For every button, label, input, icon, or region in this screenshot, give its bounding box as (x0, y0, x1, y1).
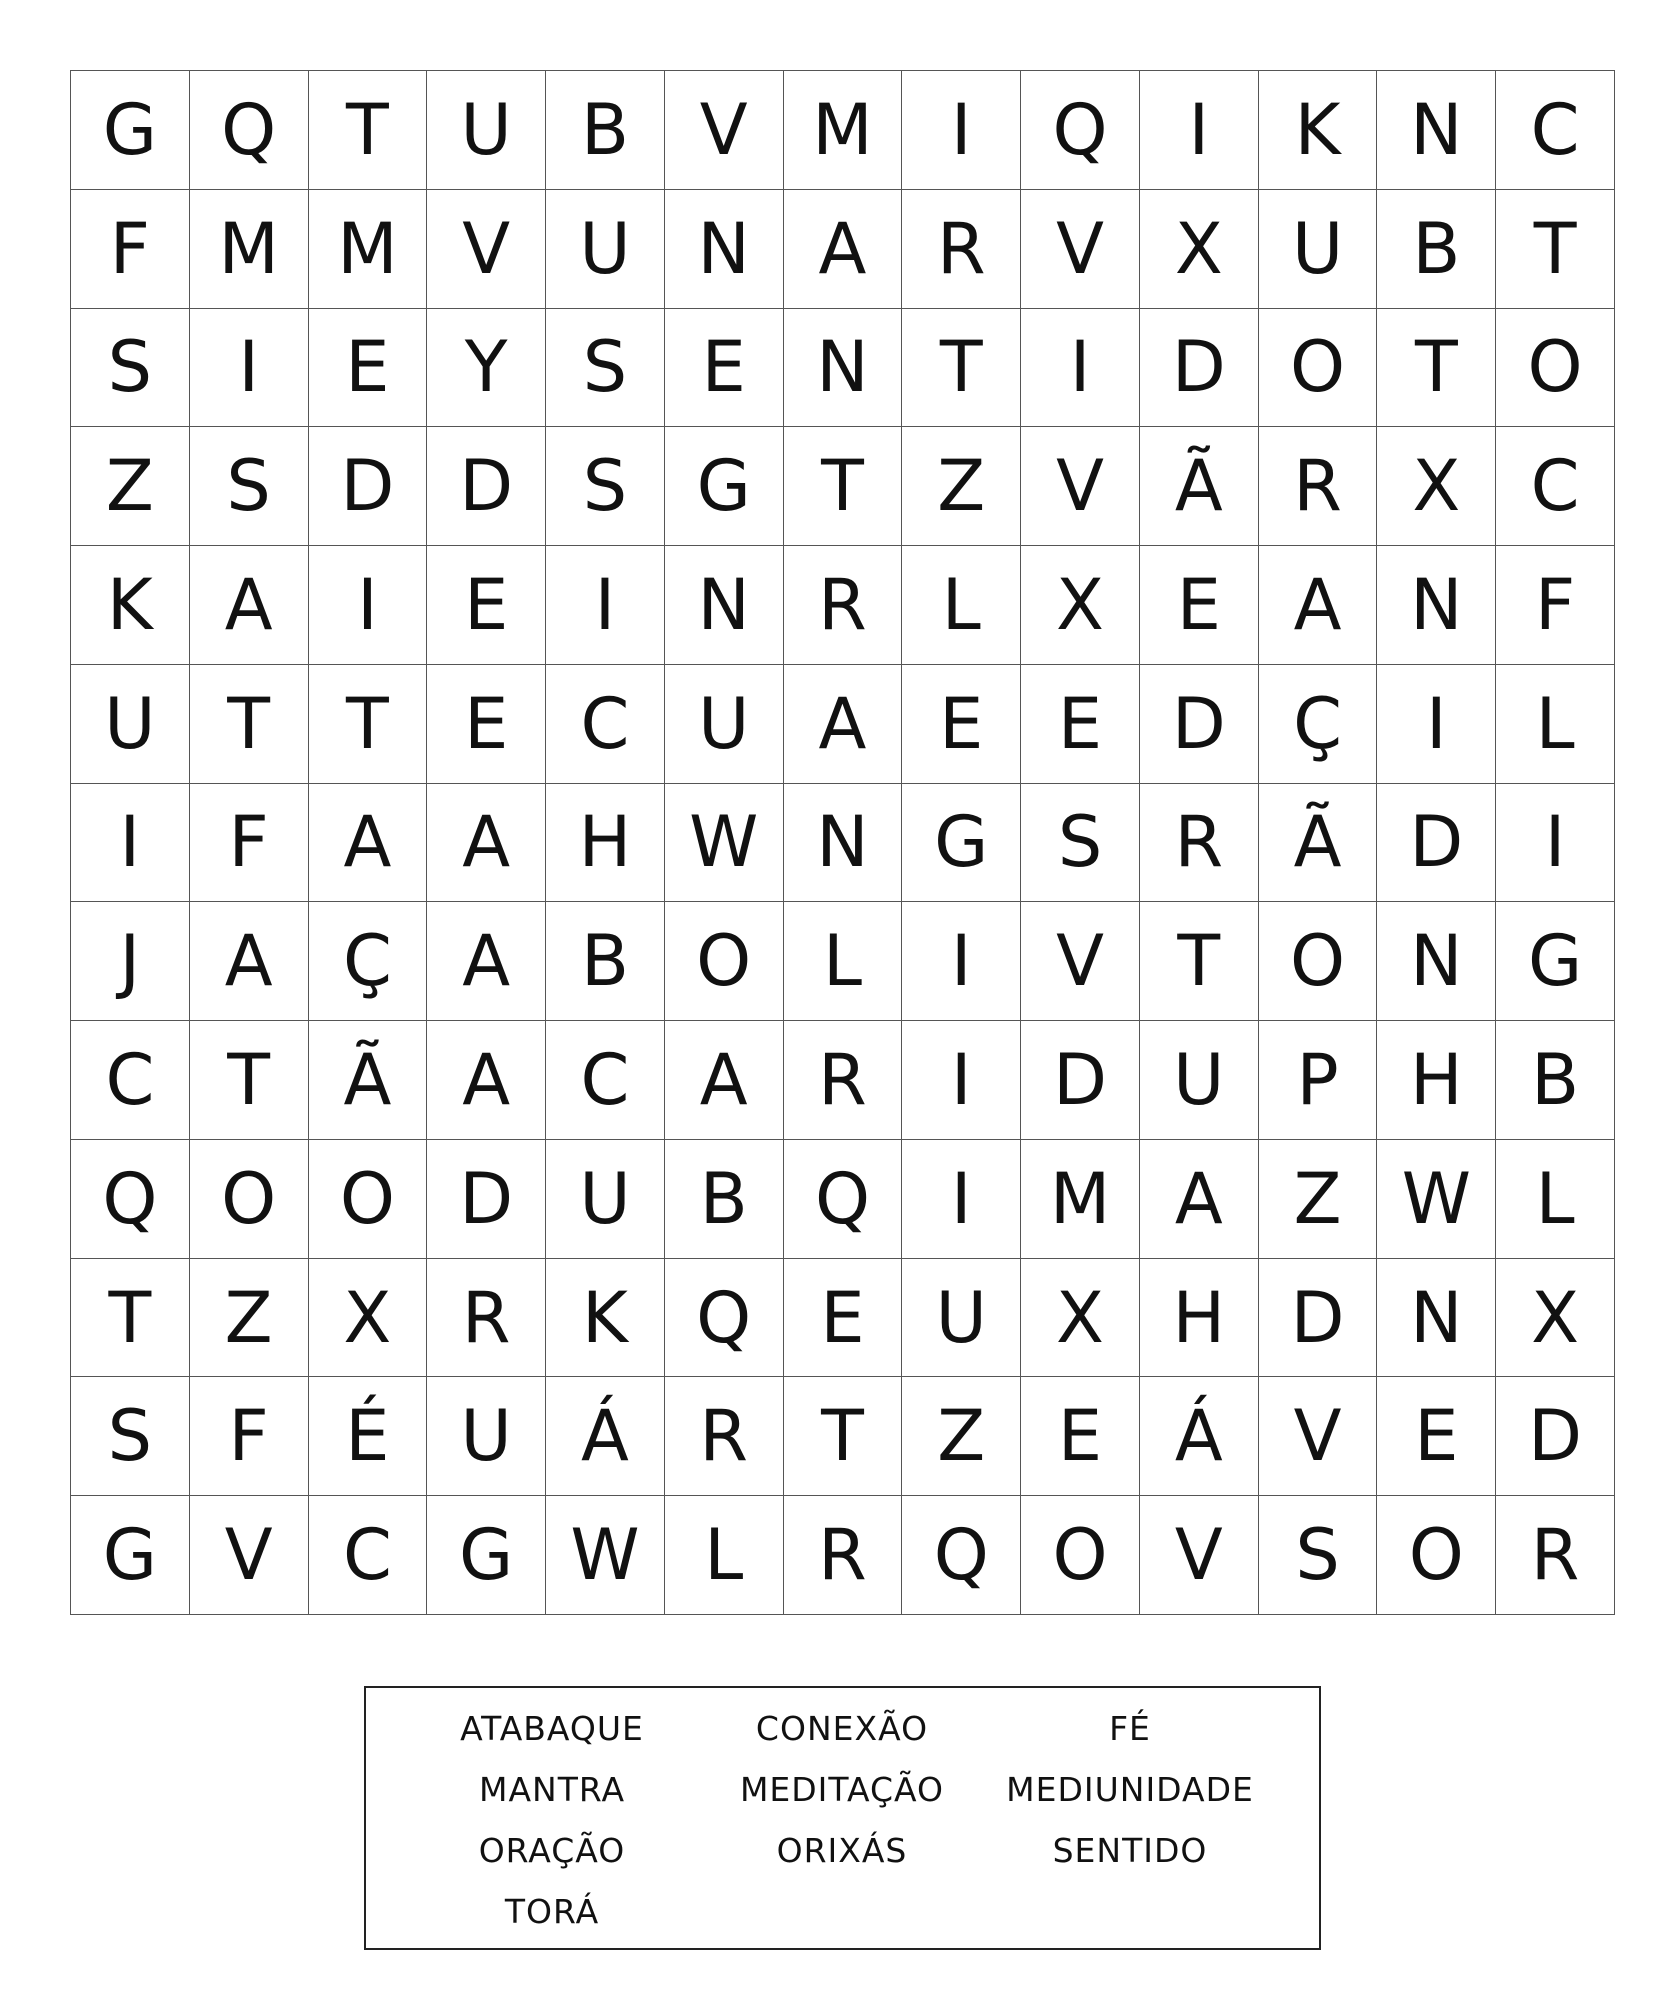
grid-cell[interactable]: D (309, 427, 428, 546)
grid-cell[interactable]: I (902, 1021, 1021, 1140)
grid-cell[interactable]: I (309, 546, 428, 665)
grid-cell[interactable]: Q (784, 1140, 903, 1259)
word-list-item: ORAÇÃO (478, 1831, 626, 1870)
grid-cell[interactable]: A (190, 902, 309, 1021)
grid-cell[interactable]: D (1021, 1021, 1140, 1140)
grid-cell[interactable]: N (1377, 1259, 1496, 1378)
grid-cell[interactable]: B (1496, 1021, 1615, 1140)
grid-cell[interactable]: H (1140, 1259, 1259, 1378)
grid-cell[interactable]: W (546, 1496, 665, 1615)
word-list-item: TORÁ (504, 1892, 600, 1931)
grid-cell[interactable]: V (1021, 902, 1140, 1021)
grid-cell[interactable]: T (190, 665, 309, 784)
grid-cell[interactable]: B (546, 902, 665, 1021)
grid-cell[interactable]: I (902, 71, 1021, 190)
grid-cell[interactable]: I (546, 546, 665, 665)
grid-cell[interactable]: M (190, 190, 309, 309)
grid-cell[interactable]: R (784, 546, 903, 665)
grid-cell[interactable]: F (1496, 546, 1615, 665)
grid-cell[interactable]: E (902, 665, 1021, 784)
grid-cell[interactable]: A (427, 784, 546, 903)
grid-cell[interactable]: B (1377, 190, 1496, 309)
grid-cell[interactable]: Q (902, 1496, 1021, 1615)
grid-cell[interactable]: Ç (1259, 665, 1378, 784)
grid-cell[interactable]: I (1496, 784, 1615, 903)
grid-cell[interactable]: E (1377, 1377, 1496, 1496)
grid-cell[interactable]: U (427, 1377, 546, 1496)
grid-cell[interactable]: D (1140, 309, 1259, 428)
grid-cell[interactable]: K (1259, 71, 1378, 190)
word-list-item: SENTIDO (1052, 1831, 1208, 1870)
grid-cell[interactable]: T (784, 427, 903, 546)
grid-cell[interactable]: C (1496, 427, 1615, 546)
grid-cell[interactable]: A (309, 784, 428, 903)
grid-cell[interactable]: K (546, 1259, 665, 1378)
grid-cell[interactable]: T (784, 1377, 903, 1496)
grid-cell[interactable]: Z (71, 427, 190, 546)
grid-cell[interactable]: G (665, 427, 784, 546)
grid-cell[interactable]: D (1259, 1259, 1378, 1378)
word-column-2 (692, 1698, 992, 1881)
grid-cell[interactable]: D (427, 427, 546, 546)
grid-cell[interactable]: X (309, 1259, 428, 1378)
grid-cell[interactable]: E (665, 309, 784, 428)
grid-cell[interactable]: G (902, 784, 1021, 903)
grid-cell[interactable]: Q (665, 1259, 784, 1378)
grid-cell[interactable]: L (784, 902, 903, 1021)
grid-cell[interactable]: U (546, 190, 665, 309)
grid-cell[interactable]: Ã (1259, 784, 1378, 903)
word-column-1 (402, 1698, 702, 1942)
grid-cell[interactable]: O (1377, 1496, 1496, 1615)
grid-cell[interactable]: E (784, 1259, 903, 1378)
grid-cell[interactable]: Z (190, 1259, 309, 1378)
grid-cell[interactable]: C (71, 1021, 190, 1140)
word-list-item: CONEXÃO (755, 1709, 929, 1748)
grid-cell[interactable]: A (427, 1021, 546, 1140)
grid-cell[interactable]: N (665, 546, 784, 665)
grid-cell[interactable]: Z (902, 1377, 1021, 1496)
grid-cell[interactable]: X (1140, 190, 1259, 309)
grid-cell[interactable]: I (902, 902, 1021, 1021)
grid-cell[interactable]: G (1496, 902, 1615, 1021)
grid-cell[interactable]: G (71, 71, 190, 190)
grid-cell[interactable]: X (1021, 1259, 1140, 1378)
grid-cell[interactable]: G (427, 1496, 546, 1615)
grid-cell[interactable]: Q (190, 71, 309, 190)
grid-cell[interactable]: N (784, 309, 903, 428)
grid-cell[interactable]: U (902, 1259, 1021, 1378)
grid-cell[interactable]: V (665, 71, 784, 190)
grid-cell[interactable]: S (546, 427, 665, 546)
grid-cell[interactable]: Á (546, 1377, 665, 1496)
grid-cell[interactable]: E (1140, 546, 1259, 665)
grid-cell[interactable]: T (1140, 902, 1259, 1021)
grid-cell[interactable]: A (190, 546, 309, 665)
grid-cell[interactable]: O (1259, 902, 1378, 1021)
grid-cell[interactable]: V (190, 1496, 309, 1615)
grid-cell[interactable]: V (427, 190, 546, 309)
grid-cell[interactable]: S (71, 1377, 190, 1496)
grid-cell[interactable]: U (665, 665, 784, 784)
grid-cell[interactable]: V (1021, 190, 1140, 309)
grid-cell[interactable]: X (1377, 427, 1496, 546)
grid-cell[interactable]: U (546, 1140, 665, 1259)
grid-cell[interactable]: H (1377, 1021, 1496, 1140)
grid-cell[interactable]: Q (71, 1140, 190, 1259)
word-list-item: ORIXÁS (776, 1831, 908, 1870)
grid-cell[interactable]: G (71, 1496, 190, 1615)
grid-cell[interactable]: M (1021, 1140, 1140, 1259)
grid-cell[interactable]: B (546, 71, 665, 190)
grid-cell[interactable]: Ã (309, 1021, 428, 1140)
grid-cell[interactable]: T (902, 309, 1021, 428)
grid-cell[interactable]: J (71, 902, 190, 1021)
grid-cell[interactable]: X (1496, 1259, 1615, 1378)
grid-cell[interactable]: A (665, 1021, 784, 1140)
grid-cell[interactable]: V (1021, 427, 1140, 546)
grid-cell[interactable]: F (71, 190, 190, 309)
word-list-box (364, 1686, 1321, 1950)
grid-cell[interactable]: X (1021, 546, 1140, 665)
grid-cell[interactable]: Ç (309, 902, 428, 1021)
grid-cell[interactable]: D (427, 1140, 546, 1259)
grid-cell[interactable]: N (665, 190, 784, 309)
grid-cell[interactable]: I (902, 1140, 1021, 1259)
grid-cell[interactable]: N (1377, 546, 1496, 665)
grid-cell[interactable]: F (190, 1377, 309, 1496)
grid-cell[interactable]: T (190, 1021, 309, 1140)
grid-cell[interactable]: Á (1140, 1377, 1259, 1496)
grid-cell[interactable]: I (71, 784, 190, 903)
grid-cell[interactable]: S (1259, 1496, 1378, 1615)
grid-cell[interactable]: W (665, 784, 784, 903)
grid-cell[interactable]: É (309, 1377, 428, 1496)
grid-cell[interactable]: Z (1259, 1140, 1378, 1259)
grid-cell[interactable]: O (309, 1140, 428, 1259)
grid-cell[interactable]: Y (427, 309, 546, 428)
grid-cell[interactable]: A (784, 190, 903, 309)
grid-cell[interactable]: R (784, 1021, 903, 1140)
grid-cell[interactable]: L (1496, 1140, 1615, 1259)
grid-cell[interactable]: S (546, 309, 665, 428)
grid-cell[interactable]: M (784, 71, 903, 190)
grid-cell[interactable]: H (546, 784, 665, 903)
grid-cell[interactable]: Ã (1140, 427, 1259, 546)
grid-cell[interactable]: D (1140, 665, 1259, 784)
grid-cell[interactable]: R (784, 1496, 903, 1615)
grid-cell[interactable]: F (190, 784, 309, 903)
grid-cell[interactable]: A (427, 902, 546, 1021)
grid-cell[interactable]: T (1377, 309, 1496, 428)
grid-cell[interactable]: R (427, 1259, 546, 1378)
word-list-item: ATABAQUE (460, 1709, 644, 1748)
word-list-item: MEDITAÇÃO (739, 1770, 945, 1809)
grid-cell[interactable]: D (1496, 1377, 1615, 1496)
grid-cell[interactable]: R (1140, 784, 1259, 903)
word-column-3 (980, 1698, 1280, 1881)
grid-cell[interactable]: R (1259, 427, 1378, 546)
grid-cell[interactable]: P (1259, 1021, 1378, 1140)
grid-cell[interactable]: N (1377, 71, 1496, 190)
grid-cell[interactable]: T (71, 1259, 190, 1378)
grid-cell[interactable]: O (1259, 309, 1378, 428)
grid-cell[interactable]: I (1377, 665, 1496, 784)
grid-cell[interactable]: A (784, 665, 903, 784)
grid-cell[interactable]: U (1140, 1021, 1259, 1140)
grid-cell[interactable]: I (190, 309, 309, 428)
grid-cell[interactable]: D (1377, 784, 1496, 903)
grid-cell[interactable]: V (1259, 1377, 1378, 1496)
letter-grid (70, 70, 1615, 1615)
grid-cell[interactable]: U (71, 665, 190, 784)
grid-cell[interactable]: B (665, 1140, 784, 1259)
word-list-item: MANTRA (478, 1770, 626, 1809)
grid-cell[interactable]: O (1021, 1496, 1140, 1615)
grid-cell[interactable]: K (71, 546, 190, 665)
grid-cell[interactable]: R (1496, 1496, 1615, 1615)
grid-cell[interactable]: T (1496, 190, 1615, 309)
grid-cell[interactable]: U (1259, 190, 1378, 309)
grid-cell[interactable]: U (427, 71, 546, 190)
grid-cell[interactable]: E (309, 309, 428, 428)
grid-cell[interactable]: Q (1021, 71, 1140, 190)
grid-cell[interactable]: C (546, 665, 665, 784)
grid-cell[interactable]: R (665, 1377, 784, 1496)
grid-cell[interactable]: O (190, 1140, 309, 1259)
grid-cell[interactable]: S (71, 309, 190, 428)
grid-cell[interactable]: E (1021, 1377, 1140, 1496)
grid-cell[interactable]: C (546, 1021, 665, 1140)
grid-cell[interactable]: A (1140, 1140, 1259, 1259)
grid-cell[interactable]: E (427, 665, 546, 784)
grid-cell[interactable]: N (1377, 902, 1496, 1021)
grid-cell[interactable]: W (1377, 1140, 1496, 1259)
grid-cell[interactable]: Z (902, 427, 1021, 546)
grid-cell[interactable]: N (784, 784, 903, 903)
grid-cell[interactable]: M (309, 190, 428, 309)
grid-cell[interactable]: V (1140, 1496, 1259, 1615)
grid-cell[interactable]: S (1021, 784, 1140, 903)
grid-cell[interactable]: C (1496, 71, 1615, 190)
grid-cell[interactable]: O (665, 902, 784, 1021)
grid-cell[interactable]: L (665, 1496, 784, 1615)
grid-cell[interactable]: S (190, 427, 309, 546)
grid-cell[interactable]: A (1259, 546, 1378, 665)
grid-cell[interactable]: T (309, 71, 428, 190)
grid-cell[interactable]: O (1496, 309, 1615, 428)
grid-cell[interactable]: C (309, 1496, 428, 1615)
grid-cell[interactable]: R (902, 190, 1021, 309)
grid-cell[interactable]: L (1496, 665, 1615, 784)
grid-cell[interactable]: I (1021, 309, 1140, 428)
grid-cell[interactable]: E (427, 546, 546, 665)
grid-cell[interactable]: E (1021, 665, 1140, 784)
word-list-item: MEDIUNIDADE (1006, 1770, 1254, 1809)
grid-cell[interactable]: T (309, 665, 428, 784)
word-list-item: FÉ (1109, 1709, 1151, 1748)
grid-cell[interactable]: I (1140, 71, 1259, 190)
grid-cell[interactable]: L (902, 546, 1021, 665)
